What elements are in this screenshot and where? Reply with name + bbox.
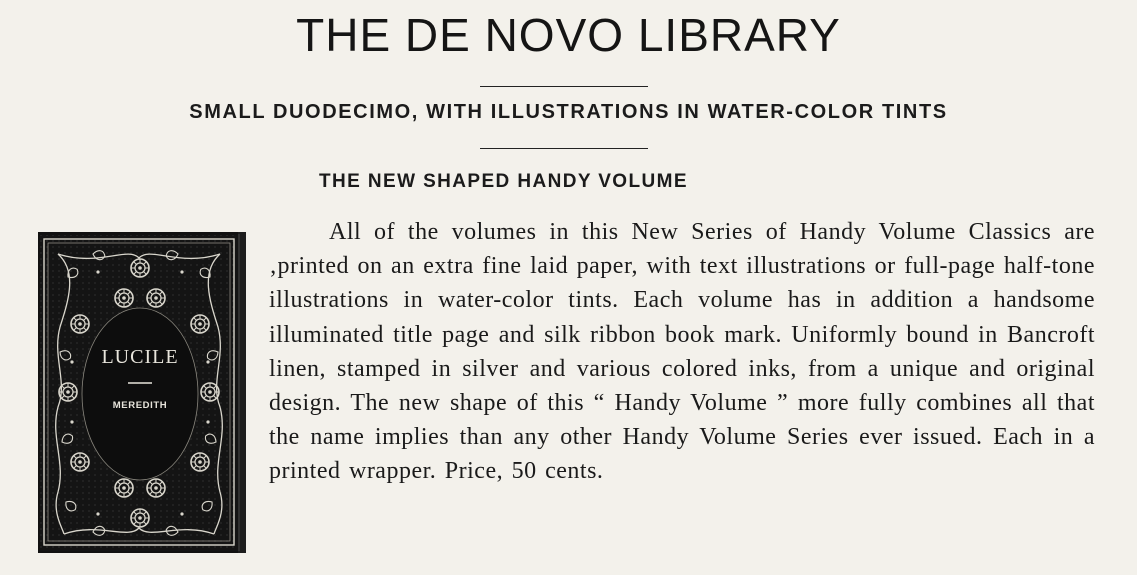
- book-cover-illustration: [38, 232, 246, 553]
- library-title: THE DE NOVO LIBRARY: [296, 9, 841, 61]
- book-cover-title: LUCILE: [101, 346, 179, 368]
- library-subtitle: SMALL DUODECIMO, WITH ILLUSTRATIONS IN WATER-COLOR TINTS: [189, 101, 948, 123]
- title-divider: [480, 86, 648, 87]
- description-paragraph: All of the volumes in this New Series of Handy Volume Classics are ‚printed on an extra fine laid paper, with text illustrations or full-page half-tone illustrations in water-color tints. Each volume has in addition a handsome illuminated title page and silk ribbon book mark. Uniformly bound in Bancroft linen, stamped in silver and various colored inks, from a unique and original design. The new shape of this “ Handy Volume ” more fully combines all that the name implies than any other Handy Volume Series ever issued. Each in a printed wrapper. Price, 50 cents.: [269, 219, 1095, 485]
- subtitle-divider: [480, 148, 648, 149]
- book-cover-author: MEREDITH: [112, 400, 168, 411]
- section-heading: THE NEW SHAPED HANDY VOLUME: [319, 171, 688, 192]
